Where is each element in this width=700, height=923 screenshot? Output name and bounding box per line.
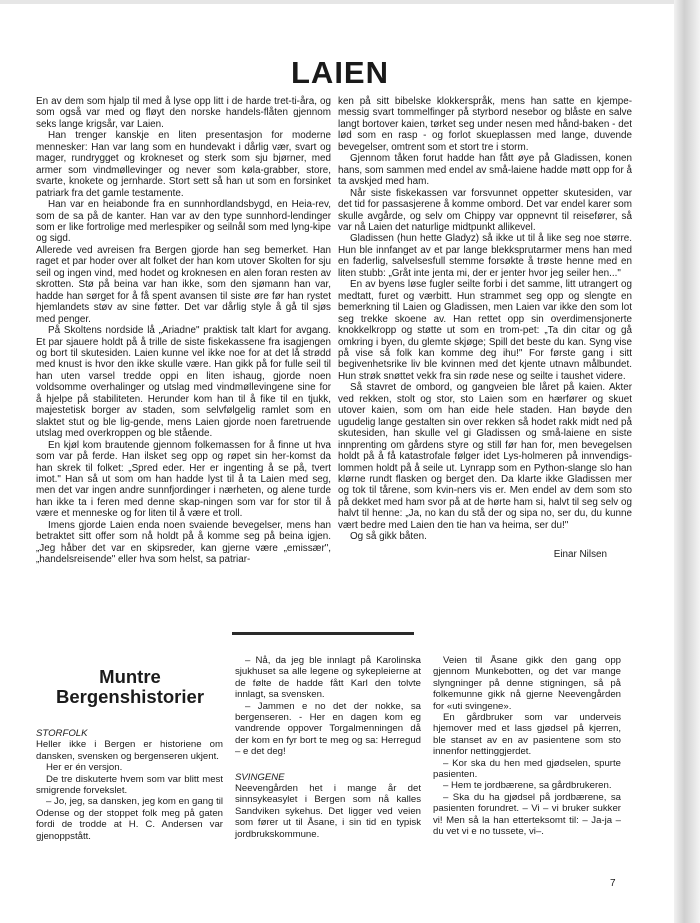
story-paragraph: – Nå, da jeg ble innlagt på Karolinska sjukhuset sa alle legene og sykepleierne at de følte de hadde fått Karl den tolvte innlagt, sa svensken. (235, 655, 421, 701)
story-paragraph: – Jo, jeg, sa dansken, jeg kom en gang til Odense og der stoppet folk meg på gaten fordi de trodde at H. C. Andersen var gjenoppstått. (36, 796, 223, 842)
article-paragraph: En kjøl kom brautende gjennom folkemassen for å finne ut hva som var på ferde. Han ilsket seg opp og røpet sin her-komst da han skrek til folket: „Spred eder. Her er ingenting å se på, tvert imot." Han så ut som om han hadde lyst til å ta Laien med seg, men det var ingen andre sunnfjordinger i nærheten, og alene turde han ikke ta i feren med denne skap-ningen som var for stor til å være et menneske og for liten til å være et troll. (36, 439, 331, 520)
article-paragraph: En av byens løse fugler seilte forbi i det samme, litt utrangert og medtatt, furet og værbitt. Hun strammet seg opp og slengte en bemerkning til Laien og Gladissen, men Laien var ikke den som lot seg trekke skoene av. Han rettet opp sin overdimensjonerte knokkelkropp og støtte ut som en trom-pet: „Ta din citar og gå omkring i byen, du glemte skjøge; Spill det beste du kan. Syng vise på vise så folk kan komme deg ihu!" For første gang i sitt begivenhetsrike liv ble kvinnen med det kjente utnavn målbundet. Hun strøk snøttet vekk fra sin røde nese og seilte i taushet videre. (338, 279, 632, 382)
story-column-3 (433, 655, 621, 838)
article-title: LAIEN (291, 55, 389, 90)
story-paragraph: Heller ikke i Bergen er historiene om dansken, svensken og bergenseren ukjent. (36, 739, 223, 762)
article-paragraph: En av dem som hjalp til med å lyse opp litt i de harde tret-ti-åra, og som også var med og fløyt den norske handels-flåten gjennom seks lange krigsår, var Laien. (36, 96, 331, 130)
article-paragraph: Han var en heiabonde fra en sunnhordlandsbygd, en Heia-rev, som de sa på de kanter. Han var av den type sunnhord-lendinger som er like fortrolige med merlespiker og seilnål som med lyng-kipe og sigd. (36, 199, 331, 245)
story-paragraph: – Jammen e no det der nokke, sa bergenseren. - Her en dagen kom eg vandrende oppover Torgalmenningen då der kom en fyr bort te meg og sa: Herregud – e det deg! (235, 700, 421, 758)
page-edge-shadow (674, 0, 700, 923)
article-paragraph: Så stavret de ombord, og gangveien ble låret på kaien. Akter ved rekken, stolt og stor, sto Laien som en hærfører og skuet utover kaien, som om han eide hele staden. Han bøyde den ugudelig lange gestalten sin over rekken så hodet rakk midt ned på skutesiden, han skulle vel gi Gladissen og små-laiene en siste innprenting om gårdens styre og still før han for, men bevegelsen holdt på å få katastrofale følger idet Lys-holmeren på innvendigs-lommen holdt på å seile ut. Lynrapp som en Python-slange slo han klørne rundt flasken og berget den. Da klarte ikke Gladissen mer og tok til tårene, som kvin-ners vis er. Men endel av dem som sto på dekket med ham svor på at de hørte ham si, halvt til seg selv og halvt til henne: „Ja, no kan du stå der og sipa no, ser du, du kunne vært bedre med Laien den tie han va heima, ser du!" (338, 382, 632, 531)
story-paragraph: – Hem te jordbærene, sa gårdbrukeren. (443, 780, 612, 792)
story-title: Muntre Bergenshistorier (55, 666, 205, 707)
article-paragraph: På Skoltens nordside lå „Ariadne" praktisk talt klart for avgang. Et par sjauere holdt på å trille de siste fiskekassene fra isagjengen og bort til skutesiden. Laien kunne vel ikke noe for at det lå strødd med knust is hvor den ikke skulle være. Han gikk på for fulle seil til han uten varsel tredde oppi en liten ishaug, gjorde noen voldsomme overhalinger og utslag med vindmøllevingene sine for å hjelpe på stabiliteten. Herunder kom han til å fike til en tjukk, majestetisk borger av staden, som selvfølgelig ramlet som en slaktet stut og ble lig-gende, mens Laien gjorde noen faretruende utslag med overkroppen og ble stående. (36, 325, 331, 440)
article-paragraph: Når siste fiskekassen var forsvunnet oppetter skutesiden, var det tid for passasjerene å komme ombord. Det var endel karer som skulle avgårde, og selv om Chippy var oppnevnt til reisefører, så var nå Laien det naturlige midtpunkt allikevel. (338, 187, 632, 233)
article-paragraph: Imens gjorde Laien enda noen svaiende bevegelser, mens han betraktet sitt offer som nå holdt på å komme seg på beina igjen. „Jeg håber det var en skipsreder, kan gjerne være „emissær", „handelsreisende" eller hva som helst, sa patriar- (36, 519, 331, 566)
article-paragraph: Gladissen (hun hette Gladyz) så ikke ut til å like seg noe større. Hun ble innfanget av et par lange blekksprutarmer mens han med en faderlig, salvelsesfull stemme forsøkte å trøste henne med en liten stubb: „Gråt inte jenta mi, der er jenter hvor jeg seiler hen..." (338, 233, 632, 279)
section-divider (232, 632, 414, 635)
page-number: 7 (610, 878, 616, 889)
article-column-left (36, 96, 331, 566)
story-column-1 (36, 728, 223, 842)
story-subheading: SVINGENE (235, 771, 285, 783)
story-paragraph: Veien til Åsane gikk den gang opp gjennom Munkebotten, og det var mange slyngninger på denne stigningen, så på folkemunne gikk nå gjerne Neevengården for «uti svingene». (433, 655, 621, 712)
article-column-right (338, 96, 632, 560)
article-paragraph: ken på sitt bibelske klokkerspråk, mens han satte en kjempe-messig svart tommelfinger på styrbord nesebor og blåste en salve langt bortover kaien, tørket seg under nesen med hånd-baken - det lød som en rasp - og forlot skueplassen med lange, duvende bevegelser, omtrent som et stort tre i storm. (338, 96, 632, 153)
story-paragraph: De tre diskuterte hvem som var blitt mest smigrende forvekslet. (36, 773, 223, 797)
story-paragraph: Neevengården het i mange år det sinnsykeasylet i Bergen som nå kalles Sandviken sykehus. Det ligger ved veien som fører ut til Åsane, i sin tid en typisk jordbrukskommune. (235, 783, 421, 840)
story-paragraph: En gårdbruker som var underveis hjemover med et lass gjødsel på kjerren, ble stanset av en av pasientene som sto innenfor nettinggjerdet. (433, 712, 621, 758)
article-paragraph: Han trenger kanskje en liten presentasjon for moderne mennesker: Han var lang som en hundevakt i dårlig vær, svart og mager, rundrygget og krokneset og sterk som sju bjørner, med armer som vindmøllevinger og never som køla-grabber, store, svarte, knokete og jernharde. Stort sett så han ut som en forsinket patriark fra det gamle testamente. (36, 130, 331, 199)
story-paragraph: – Ska du ha gjødsel på jordbærene, sa pasienten forundret. – Vi – vi bruker sukker vi! Men så la han etterteksomt til: – Ja-ja – du vet vi e no tussete, vi–. (433, 791, 621, 838)
article-paragraph: Gjennom tåken forut hadde han fått øye på Gladissen, konen hans, som sammen med endel av små-laiene hadde møtt opp for å ta avskjed med ham. (338, 153, 632, 188)
author-signature: Einar Nilsen (553, 548, 607, 560)
story-paragraph: – Kor ska du hen med gjødselen, spurte pasienten. (433, 757, 621, 781)
scan-border (0, 0, 700, 4)
story-paragraph: Her er én versjon. (46, 762, 123, 774)
story-column-2 (235, 655, 421, 840)
story-subheading: STORFOLK (36, 728, 88, 739)
article-paragraph: Og så gikk båten. (350, 531, 427, 543)
article-paragraph: Allerede ved avreisen fra Bergen gjorde han seg bemerket. Han raget et par hoder over alt folket der han kom utover Skolten for sju seil og ingen vind, med hodet og kroknesen en alen foran resten av skrotten. Stø på beina var han ikke, som den sjømann han var, hadde han sørget for å få spent avansen til siste øre før han rystet hjemlandets støv av sine føtter. Det var dårlig style å gå til sjøs med penger. (36, 244, 331, 325)
